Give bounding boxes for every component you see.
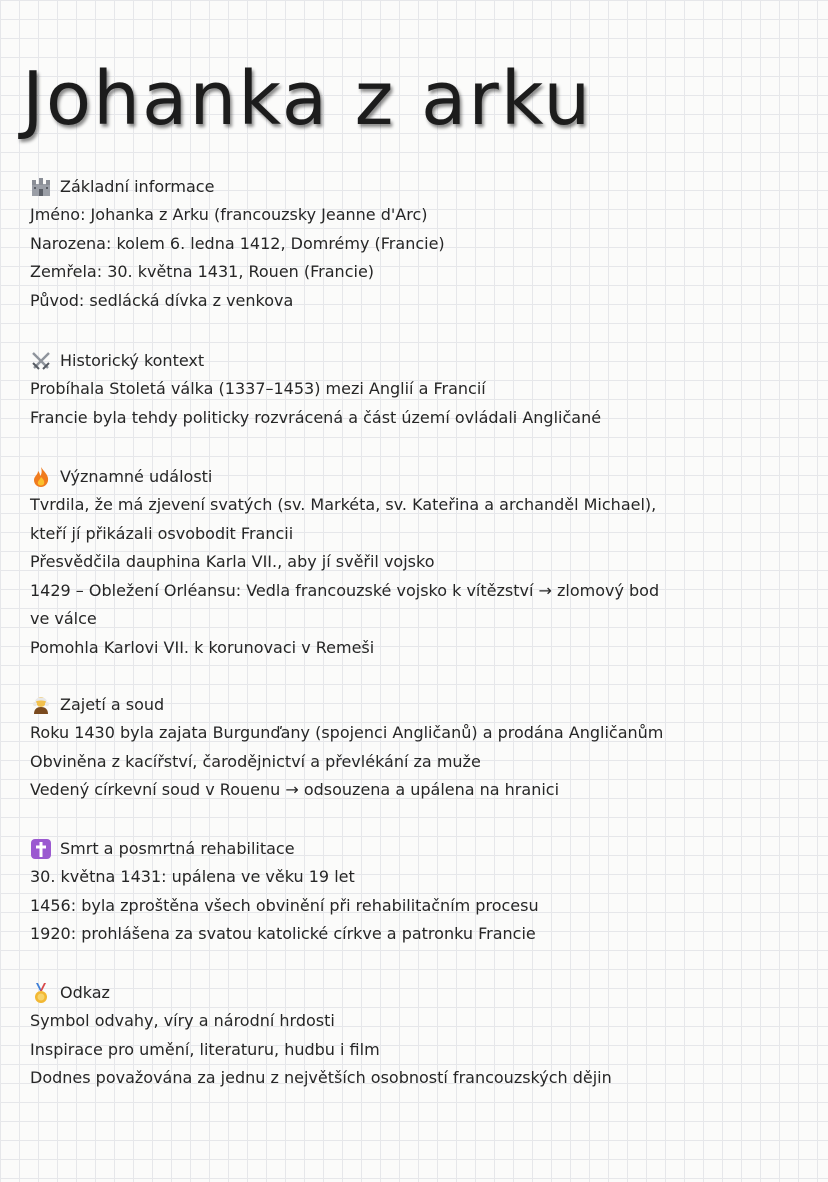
crossed-swords-icon [30,350,52,372]
section-heading-text: Smrt a posmrtná rehabilitace [60,839,295,858]
latin-cross-icon [30,838,52,860]
section-heading-text: Odkaz [60,983,110,1002]
text-line: 1920: prohlášena za svatou katolické církve a patronku Francie [30,924,536,943]
text-line: Dodnes považována za jednu z největších osobností francouzských dějin [30,1068,612,1087]
text-line: Inspirace pro umění, literaturu, hudbu i film [30,1039,380,1059]
section-heading [30,172,810,201]
section-capture-trial [30,690,810,805]
section-heading-text: Historický kontext [60,351,205,370]
text-line: Původ: sedlácká dívka z venkova [30,290,294,310]
text-line: kteří jí přikázali osvobodit Francii [30,523,294,543]
text-line: Vedený církevní soud v Rouenu → odsouzena a upálena na hranici [30,780,560,799]
fire-icon [30,466,52,488]
section-heading-text: Základní informace [60,177,215,196]
section-historical-context [30,346,810,432]
section-heading [30,346,810,375]
section-heading-text: Zajetí a soud [60,695,165,714]
text-line: Pomohla Karlovi VII. k korunovaci v Remeši [30,637,375,657]
section-heading [30,462,810,491]
section-legacy [30,978,810,1093]
section-heading [30,690,810,719]
text-line: Obviněna z kacířství, čarodějnictví a převlékání za muže [30,751,481,771]
text-line: Narozena: kolem 6. ledna 1412, Domrémy (Francie) [30,233,445,253]
text-line: Francie byla tehdy politicky rozvrácená a část území ovládali Angličané [30,407,602,427]
section-events [30,462,810,662]
page-title: Johanka z arku [22,56,593,142]
text-line: Zemřela: 30. května 1431, Rouen (Francie) [30,262,375,281]
text-line: Tvrdila, že má zjevení svatých (sv. Markéta, sv. Kateřina a archanděl Michael), [30,495,657,514]
text-line: 30. května 1431: upálena ve věku 19 let [30,867,355,886]
text-line: Symbol odvahy, víry a národní hrdosti [30,1011,335,1030]
text-line: Probíhala Stoletá válka (1337–1453) mezi Anglií a Francií [30,379,486,398]
text-line: Přesvědčila dauphina Karla VII., aby jí svěřil vojsko [30,552,435,571]
text-line: 1429 – Obležení Orléansu: Vedla francouzské vojsko k vítězství → zlomový bod [30,580,660,600]
castle-icon [30,176,52,198]
text-line: Roku 1430 byla zajata Burgunďany (spojenci Angličanů) a prodána Angličanům [30,723,664,742]
text-line: 1456: byla zproštěna všech obvinění při rehabilitačním procesu [30,895,539,915]
section-death-rehabilitation [30,834,810,949]
medal-icon [30,982,52,1004]
section-heading [30,834,810,863]
section-heading [30,978,810,1007]
section-basic-info [30,172,810,315]
judge-icon [30,694,52,716]
section-heading-text: Významné události [60,467,213,486]
text-line: ve válce [30,609,97,628]
text-line: Jméno: Johanka z Arku (francouzsky Jeanne d'Arc) [30,205,428,224]
